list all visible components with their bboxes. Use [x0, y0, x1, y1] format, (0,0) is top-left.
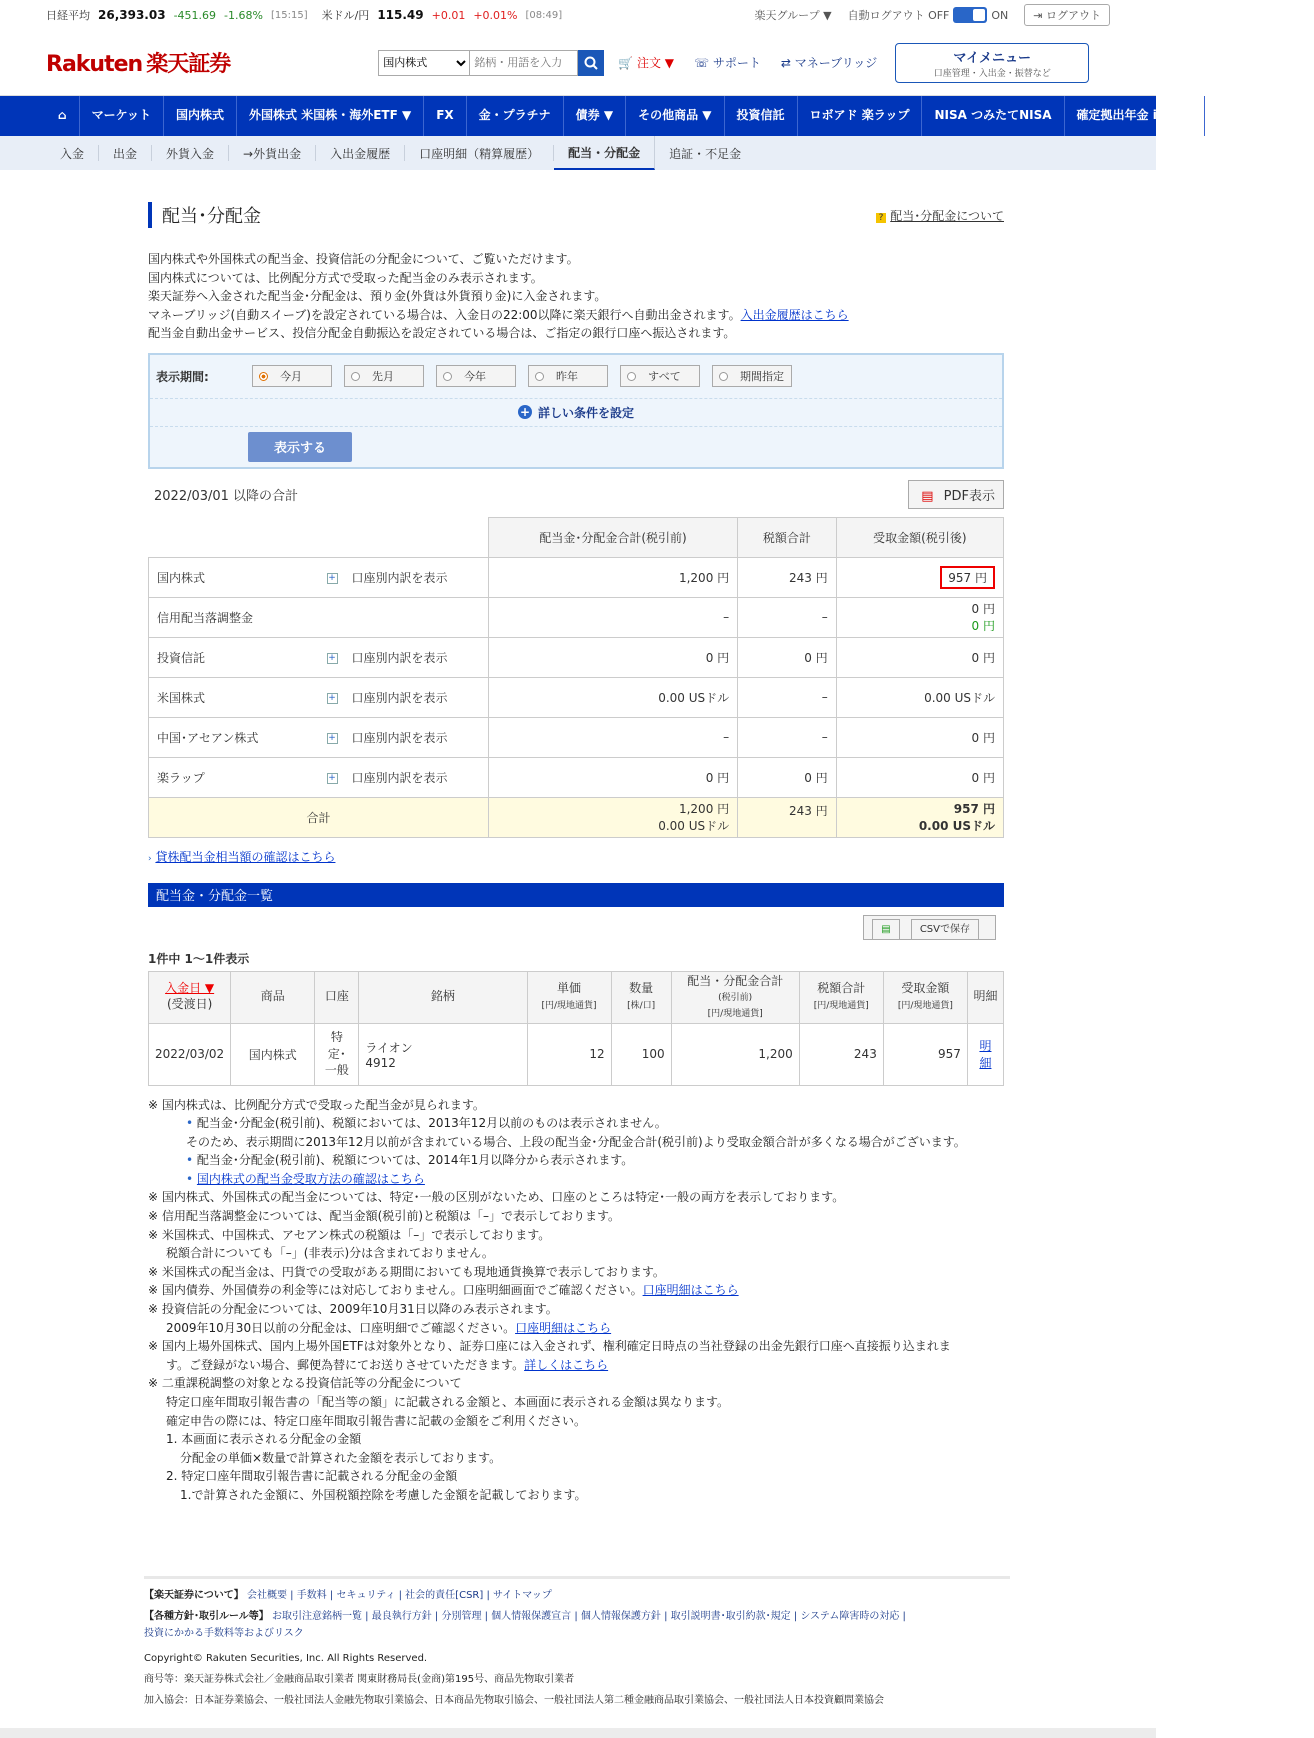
dividend-method-link[interactable]: 国内株式の配当金受取方法の確認はこちら	[196, 1171, 425, 1186]
tax-cell: 243 円	[738, 557, 837, 597]
summary-row	[149, 757, 1004, 797]
site-footer	[144, 1576, 1010, 1713]
subnav-item[interactable]: →外貨出金	[229, 145, 316, 161]
column-header: 受取金額(税引後)	[836, 517, 1003, 557]
radio-label: すべて	[648, 370, 681, 383]
footer-heading: 【各種方針･取引ルール等】	[144, 1611, 269, 1622]
breakdown-label: 口座別内訳を表示	[351, 650, 448, 665]
account-detail-link[interactable]: 口座明細はこちら	[515, 1320, 612, 1335]
total-label: 合計	[149, 797, 489, 837]
nav-item[interactable]: 確定拠出年金 iDeCo	[1065, 96, 1205, 136]
arrow-icon: ›	[148, 853, 152, 864]
tax-cell: –	[738, 597, 837, 637]
breakdown-toggle[interactable]	[319, 677, 489, 717]
header-sub: (税引前)	[718, 993, 753, 1004]
logout-button[interactable]	[1024, 4, 1110, 26]
intro-line	[148, 306, 1004, 325]
note-bullet	[148, 1170, 1004, 1189]
pre-tax-cell: 1,200 円	[489, 557, 738, 597]
help-link[interactable]	[876, 207, 1004, 224]
pre-tax-cell: –	[489, 597, 738, 637]
pre-tax-cell: 0 円	[489, 637, 738, 677]
blank-cell	[149, 517, 489, 557]
nav-item[interactable]: 債券 ▼	[564, 96, 626, 136]
account-detail-link[interactable]: 口座明細はこちら	[642, 1283, 739, 1298]
search-button[interactable]	[578, 50, 604, 76]
note-text: そのため、表示期間に2013年12月以前が含まれている場合、上段の配当金･分配金合計(税引前)より受取金額合計が多くなる場合がございます。	[186, 1134, 966, 1149]
notes	[148, 1096, 1004, 1505]
summary-row	[149, 637, 1004, 677]
net-amount: 0 円	[971, 602, 995, 616]
cell-tax: 243	[799, 1023, 883, 1085]
header-pre-tax	[671, 971, 799, 1023]
cell-price: 12	[527, 1023, 611, 1085]
cell-date: 2022/03/02	[149, 1023, 231, 1085]
intro-line: 国内株式については、比例配分方式で受取った配当金のみ表示されます。	[148, 270, 543, 285]
radio-label: 期間指定	[740, 370, 784, 383]
breakdown-label: 口座別内訳を表示	[351, 570, 448, 585]
loan-dividend-link[interactable]: 貸株配当金相当額の確認はこちら	[155, 849, 336, 864]
total-pre-usd: 0.00 USドル	[658, 819, 730, 833]
money-bridge-link[interactable]	[781, 54, 877, 71]
subnav-item[interactable]: 入金	[46, 145, 99, 161]
plus-icon: +	[519, 405, 531, 419]
summary-period: 2022/03/01 以降の合計	[154, 489, 299, 504]
search-input[interactable]	[470, 50, 578, 76]
total-net-yen: 957 円	[953, 802, 995, 816]
rakuten-group-menu[interactable]: 楽天グループ ▼	[754, 9, 832, 22]
empty-cell	[319, 597, 489, 637]
sub-nav	[0, 136, 1156, 170]
account-line: 特	[330, 1029, 343, 1044]
net-cell: 0 円	[836, 637, 1003, 677]
expand-icon: +	[328, 732, 336, 743]
summary-row	[149, 677, 1004, 717]
order-label: 注文 ▼	[636, 56, 675, 70]
nav-item[interactable]: 投資信託	[725, 96, 798, 136]
radio-label: 今年	[464, 370, 486, 383]
sort-date-link[interactable]: 入金日 ▼	[165, 981, 215, 996]
total-net	[836, 797, 1003, 837]
intro-line: 国内株式や外国株式の配当金、投資信託の分配金について、ご覧いただけます。	[148, 252, 579, 266]
bank-icon: ⇄	[780, 56, 791, 70]
expand-icon: +	[328, 652, 336, 663]
header-net	[883, 971, 967, 1023]
footer-links[interactable]: 投資にかかる手数料等およびリスク	[144, 1628, 304, 1639]
note: ※ 米国株式の配当金は、円貨での受取がある期間においても現地通貨換算で表示しております。	[148, 1264, 665, 1279]
support-icon: ☏	[694, 56, 710, 70]
note: ※ 米国株式、中国株式、アセアン株式の税額は「–」で表示しております。	[148, 1227, 551, 1242]
radio-dot	[719, 372, 728, 381]
header-label: 配当・分配金合計	[687, 973, 784, 988]
header-sub: [円/現地通貨]	[897, 1000, 953, 1011]
breakdown-label: 口座別内訳を表示	[351, 690, 448, 705]
result-count: 1件中 1〜1件表示	[148, 951, 250, 966]
copyright: Copyright© Rakuten Securities, Inc. All Rights Reserved.	[144, 1653, 428, 1664]
bullet-icon: •	[186, 1171, 197, 1186]
bullet-icon: •	[186, 1116, 197, 1131]
summary-header-row	[149, 517, 1004, 557]
intro-line-text: マネーブリッジ(自動スイーブ)を設定されている場合は、入金日の22:00以降に楽天銀行へ自動出金されます。	[148, 307, 741, 322]
order-menu[interactable]	[618, 54, 674, 71]
header-label: 単価	[557, 981, 582, 996]
main-content	[148, 200, 1004, 1505]
mymenu-title: マイメニュー	[953, 50, 1032, 66]
nav-item[interactable]: その他商品 ▼	[626, 96, 724, 136]
period-radio-this-year[interactable]	[436, 365, 516, 387]
net-cell	[836, 597, 1003, 637]
header-sub: [株/口]	[627, 1000, 656, 1011]
period-radio-all[interactable]	[620, 365, 700, 387]
breakdown-label: 口座別内訳を表示	[351, 730, 448, 745]
nikkei-time: [15:15]	[270, 9, 308, 21]
summary-row	[149, 717, 1004, 757]
header-price	[527, 971, 611, 1023]
header-date[interactable]	[149, 971, 231, 1023]
header-name: 銘柄	[359, 971, 527, 1023]
cell-account	[315, 1023, 359, 1085]
breakdown-toggle[interactable]	[319, 757, 489, 797]
support-link[interactable]	[694, 54, 761, 71]
nav-item[interactable]: マーケット	[80, 96, 164, 136]
intro-line: 楽天証券へ入金された配当金･分配金は、預り金(外貨は外貨預り金)に入金されます。	[148, 289, 607, 303]
home-link[interactable]	[46, 96, 80, 136]
intro-text	[148, 250, 1004, 343]
detail-condition-label: 詳しい条件を設定	[537, 405, 634, 420]
footer-about	[144, 1587, 1010, 1604]
footer-links[interactable]: 会社概要 | 手数料 | セキュリティ | 社会的責任[CSR] | サイトマップ	[247, 1590, 552, 1601]
summary-table	[148, 517, 1004, 838]
stock-name: ライオン	[365, 1040, 413, 1055]
period-filter	[148, 353, 1004, 469]
radio-label: 先月	[372, 370, 394, 383]
money-bridge-label: マネーブリッジ	[794, 56, 878, 70]
nav-item[interactable]: NISA つみたてNISA	[922, 96, 1064, 136]
autologout-toggle[interactable]	[848, 7, 1009, 23]
breakdown-toggle[interactable]	[319, 637, 489, 677]
search-bar	[378, 50, 604, 76]
logout-icon: ⇥	[1033, 9, 1046, 22]
pre-tax-cell: 0.00 USドル	[489, 677, 738, 717]
subnav-item[interactable]: 追証・不足金	[669, 146, 742, 161]
details-link[interactable]: 詳しくはこちら	[524, 1357, 609, 1372]
category-cell: 国内株式	[149, 557, 319, 597]
pdf-icon: ▤	[921, 489, 934, 504]
subnav-item-active[interactable]: 配当・分配金	[554, 136, 655, 170]
note-text: 1.で計算された金額に、外国税額控除を考慮した金額を記載しております。	[180, 1487, 587, 1502]
net-amount-2: 0 円	[971, 619, 995, 633]
column-header: 税額合計	[738, 517, 837, 557]
csv-label: CSVで保存	[911, 919, 979, 940]
pdf-button[interactable]	[908, 480, 1004, 509]
help-icon: ?	[876, 213, 887, 223]
cell-product: 国内株式	[231, 1023, 315, 1085]
header-tax	[799, 971, 883, 1023]
note	[148, 1281, 1004, 1300]
footer-rules	[144, 1608, 1010, 1642]
cell-detail	[967, 1023, 1003, 1085]
account-line: 一般	[324, 1063, 349, 1078]
market-ticker	[0, 0, 1156, 30]
footer-links[interactable]: お取引注意銘柄一覧 | 最良執行方針 | 分別管理 | 個人情報保護宣言 | 個人情報保護方針 | 取引説明書･取引約款･規定 | システム障害時の対応 |	[272, 1611, 906, 1622]
note-text: 特定口座年間取引報告書の「配当等の額」に記載される金額と、本画面に表示される金額は異なります。	[166, 1395, 730, 1409]
cell-net: 957	[883, 1023, 967, 1085]
page-title: 配当･分配金	[148, 202, 261, 228]
note: ※ 信用配当落調整金については、配当金額(税引前)と税額は「–」で表示しております。	[148, 1209, 621, 1224]
note-text: 分配金の単価×数量で計算された金額を表示しております。	[180, 1450, 502, 1465]
tax-cell: 0 円	[738, 757, 837, 797]
expand-icon: +	[328, 572, 336, 583]
mymenu-subtitle: 口座管理・入出金・振替など	[933, 68, 1051, 79]
breakdown-label: 口座別内訳を表示	[351, 770, 448, 785]
note-text: ※ 国内債券、外国債券の利金等には対応しておりません。口座明細画面でご確認ください。	[148, 1283, 643, 1298]
nav-item[interactable]: ポイント投資 ▼	[1216, 108, 1303, 123]
intro-line: 配当金自動出金サービス、投信分配金自動振込を設定されている場合は、ご指定の銀行口座へ振込されます。	[148, 326, 736, 340]
logout-label: ログアウト	[1046, 9, 1101, 22]
radio-dot	[351, 372, 360, 381]
search-category-select[interactable]	[378, 50, 470, 76]
footer-heading: 【楽天証券について】	[144, 1590, 244, 1601]
period-radio-custom[interactable]	[712, 365, 792, 387]
tax-cell: –	[738, 677, 837, 717]
radio-dot	[443, 372, 452, 381]
dividend-list-table	[148, 971, 1004, 1086]
summary-total-row	[149, 797, 1004, 837]
table-row	[149, 1023, 1004, 1085]
header-links	[618, 54, 877, 71]
loan-dividend-link-row	[148, 848, 1004, 865]
support-label: サポート	[712, 56, 761, 70]
radio-label: 昨年	[556, 370, 578, 383]
header-account: 口座	[315, 971, 359, 1023]
note-text: 1. 本画面に表示される分配金の金額	[166, 1432, 362, 1447]
period-label: 表示期間:	[156, 369, 209, 384]
header-label: 受取金額	[901, 981, 950, 996]
nikkei-value: 26,393.03	[98, 8, 166, 22]
detail-condition-toggle[interactable]	[150, 399, 1002, 427]
header-label: 税額合計	[817, 981, 866, 996]
highlighted-net-amount: 957 円	[940, 566, 995, 589]
show-button[interactable]: 表示する	[248, 432, 352, 462]
note: ※ 国内株式、外国株式の配当金については、特定･一般の区別がないため、口座のところは特定･一般の両方を表示しております。	[148, 1190, 845, 1205]
toggle-switch[interactable]	[953, 7, 987, 23]
nav-item[interactable]: FX	[424, 96, 466, 136]
note: ※ 二重課税調整の対象となる投資信託等の分配金について	[148, 1376, 462, 1391]
net-cell: 0 円	[836, 717, 1003, 757]
association-info: 加入協会：日本証券業協会、一般社団法人金融先物取引業協会、日本商品先物取引協会、一般社団法人第二種金融商品取引業協会、一般社団法人日本投資顧問業協会	[144, 1695, 884, 1706]
note: ※ 国内上場外国株式、国内上場外国ETFは対象外となり、証券口座には入金されず、権利確定日時点の当社登録の出金先銀行口座へ直接振り込まれま	[148, 1339, 951, 1354]
header-qty	[611, 971, 671, 1023]
category-cell: 米国株式	[149, 677, 319, 717]
account-line: 定･	[327, 1046, 346, 1061]
expand-icon: +	[328, 772, 336, 783]
note-bullet	[148, 1114, 1004, 1133]
search-icon	[584, 56, 598, 70]
csv-row	[148, 915, 1004, 940]
category-cell: 信用配当落調整金	[149, 597, 319, 637]
note-text	[148, 1356, 1004, 1375]
csv-button[interactable]	[863, 915, 996, 940]
radio-dot	[259, 372, 268, 381]
usdjpy-change: +0.01	[431, 8, 466, 22]
logo-jp-text: 楽天証券	[146, 52, 231, 77]
autologout-label: 自動ログアウト OFF	[847, 9, 950, 22]
category-cell: 中国･アセアン株式	[149, 717, 319, 757]
note-text: 配当金･分配金(税引前)、税額においては、2013年12月以前のものは表示されません。	[196, 1116, 667, 1131]
summary-row	[149, 597, 1004, 637]
stock-code: 4912	[365, 1055, 396, 1070]
header-sub: [円/現地通貨]	[707, 1008, 763, 1019]
logo-text: Rakuten	[46, 52, 143, 77]
site-header	[0, 30, 1156, 96]
usdjpy-label: 米ドル/円	[321, 9, 370, 22]
bullet-icon: •	[186, 1153, 197, 1168]
cell-pre-tax: 1,200	[671, 1023, 799, 1085]
note-text: 2009年10月30日以前の分配金は、口座明細でご確認ください。	[166, 1320, 516, 1335]
period-options	[150, 355, 1002, 399]
net-cell: 0.00 USドル	[836, 677, 1003, 717]
period-radio-last-year[interactable]	[528, 365, 608, 387]
nav-item[interactable]: 国内株式	[164, 96, 237, 136]
period-radio-this-month[interactable]	[252, 365, 332, 387]
pre-tax-cell: 0 円	[489, 757, 738, 797]
nav-item[interactable]: ロボアド 楽ラップ	[798, 96, 923, 136]
my-menu-button[interactable]	[895, 43, 1089, 83]
pdf-label: PDF表示	[943, 489, 995, 504]
header-sub: (受渡日)	[166, 997, 213, 1011]
subnav-item[interactable]: 入出金履歴	[316, 145, 405, 161]
total-tax: 243 円	[738, 797, 837, 837]
breakdown-toggle[interactable]	[319, 557, 489, 597]
note-text: す。ご登録がない場合、郵便為替にてお送りさせていただきます。	[166, 1357, 525, 1372]
nikkei-label: 日経平均	[46, 9, 90, 22]
column-header: 配当金･分配金合計(税引前)	[489, 517, 738, 557]
cart-icon: 🛒	[618, 56, 634, 70]
subnav-item[interactable]: 外貨入金	[152, 145, 229, 161]
usdjpy-time: [08:49]	[525, 9, 563, 21]
nikkei-pct: -1.68%	[224, 8, 263, 22]
note: ※ 投資信託の分配金については、2009年10月31日以降のみ表示されます。	[148, 1302, 558, 1317]
net-cell: 0 円	[836, 757, 1003, 797]
header-label: 数量	[629, 981, 654, 996]
usdjpy-pct: +0.01%	[473, 8, 518, 22]
total-pre-tax	[489, 797, 738, 837]
radio-label: 今月	[280, 370, 302, 383]
show-button-row	[150, 427, 1002, 467]
help-link-text[interactable]: 配当･分配金について	[890, 208, 1004, 223]
cell-name	[359, 1023, 527, 1085]
list-header-row	[149, 971, 1004, 1023]
note-text: 税額合計についても「–」(非表示)分は含まれておりません。	[166, 1246, 494, 1261]
summary-header	[148, 481, 1004, 509]
global-nav	[0, 96, 1303, 136]
tax-cell: –	[738, 717, 837, 757]
header-sub: [円/現地通貨]	[813, 1000, 869, 1011]
section-header: 配当金・分配金一覧	[148, 883, 1004, 907]
tax-cell: 0 円	[738, 637, 837, 677]
breakdown-toggle[interactable]	[319, 717, 489, 757]
nav-item[interactable]: 外国株式 米国株・海外ETF ▼	[237, 96, 424, 136]
subnav-item[interactable]: 出金	[99, 145, 152, 161]
usdjpy-value: 115.49	[377, 8, 424, 22]
company-info: 商号等：楽天証券株式会社／金融商品取引業者 関東財務局長(金商)第195号、商品先物取引業者	[144, 1674, 575, 1685]
deposit-history-link[interactable]: 入出金履歴はこちら	[740, 307, 849, 322]
csv-icon: ▤	[872, 919, 899, 940]
subnav-item[interactable]: 口座明細（精算履歴）	[405, 145, 554, 161]
page-title-row	[148, 200, 1004, 230]
note: ※ 国内株式は、比例配分方式で受取った配当金が見られます。	[148, 1097, 485, 1112]
bottom-bar	[0, 1728, 1156, 1738]
category-cell: 楽ラップ	[149, 757, 319, 797]
pre-tax-cell: –	[489, 717, 738, 757]
detail-link[interactable]: 明細	[979, 1039, 992, 1070]
expand-icon: +	[328, 692, 336, 703]
period-radio-last-month[interactable]	[344, 365, 424, 387]
note-text: 配当金･分配金(税引前)、税額については、2014年1月以降分から表示されます。	[196, 1153, 634, 1168]
nikkei-change: -451.69	[173, 8, 217, 22]
header-product: 商品	[231, 971, 315, 1023]
header-sub: [円/現地通貨]	[541, 1000, 597, 1011]
cell-qty: 100	[611, 1023, 671, 1085]
nav-item[interactable]: 金・プラチナ	[467, 96, 564, 136]
toggle-on-label: ON	[991, 8, 1009, 22]
category-cell: 投資信託	[149, 637, 319, 677]
note-text: 2. 特定口座年間取引報告書に記載される分配金の金額	[166, 1469, 458, 1484]
header-detail: 明細	[967, 971, 1003, 1023]
net-cell	[836, 557, 1003, 597]
home-icon: ⌂	[58, 108, 67, 123]
summary-row	[149, 557, 1004, 597]
total-net-usd: 0.00 USドル	[918, 819, 995, 833]
note-text: 確定申告の際には、特定口座年間取引報告書に記載の金額をご利用ください。	[166, 1413, 587, 1428]
rakuten-logo[interactable]	[46, 47, 230, 78]
radio-dot	[535, 372, 544, 381]
radio-dot	[627, 372, 636, 381]
note-bullet	[148, 1151, 1004, 1170]
total-pre-yen: 1,200 円	[678, 802, 730, 816]
note-text	[148, 1319, 1004, 1338]
